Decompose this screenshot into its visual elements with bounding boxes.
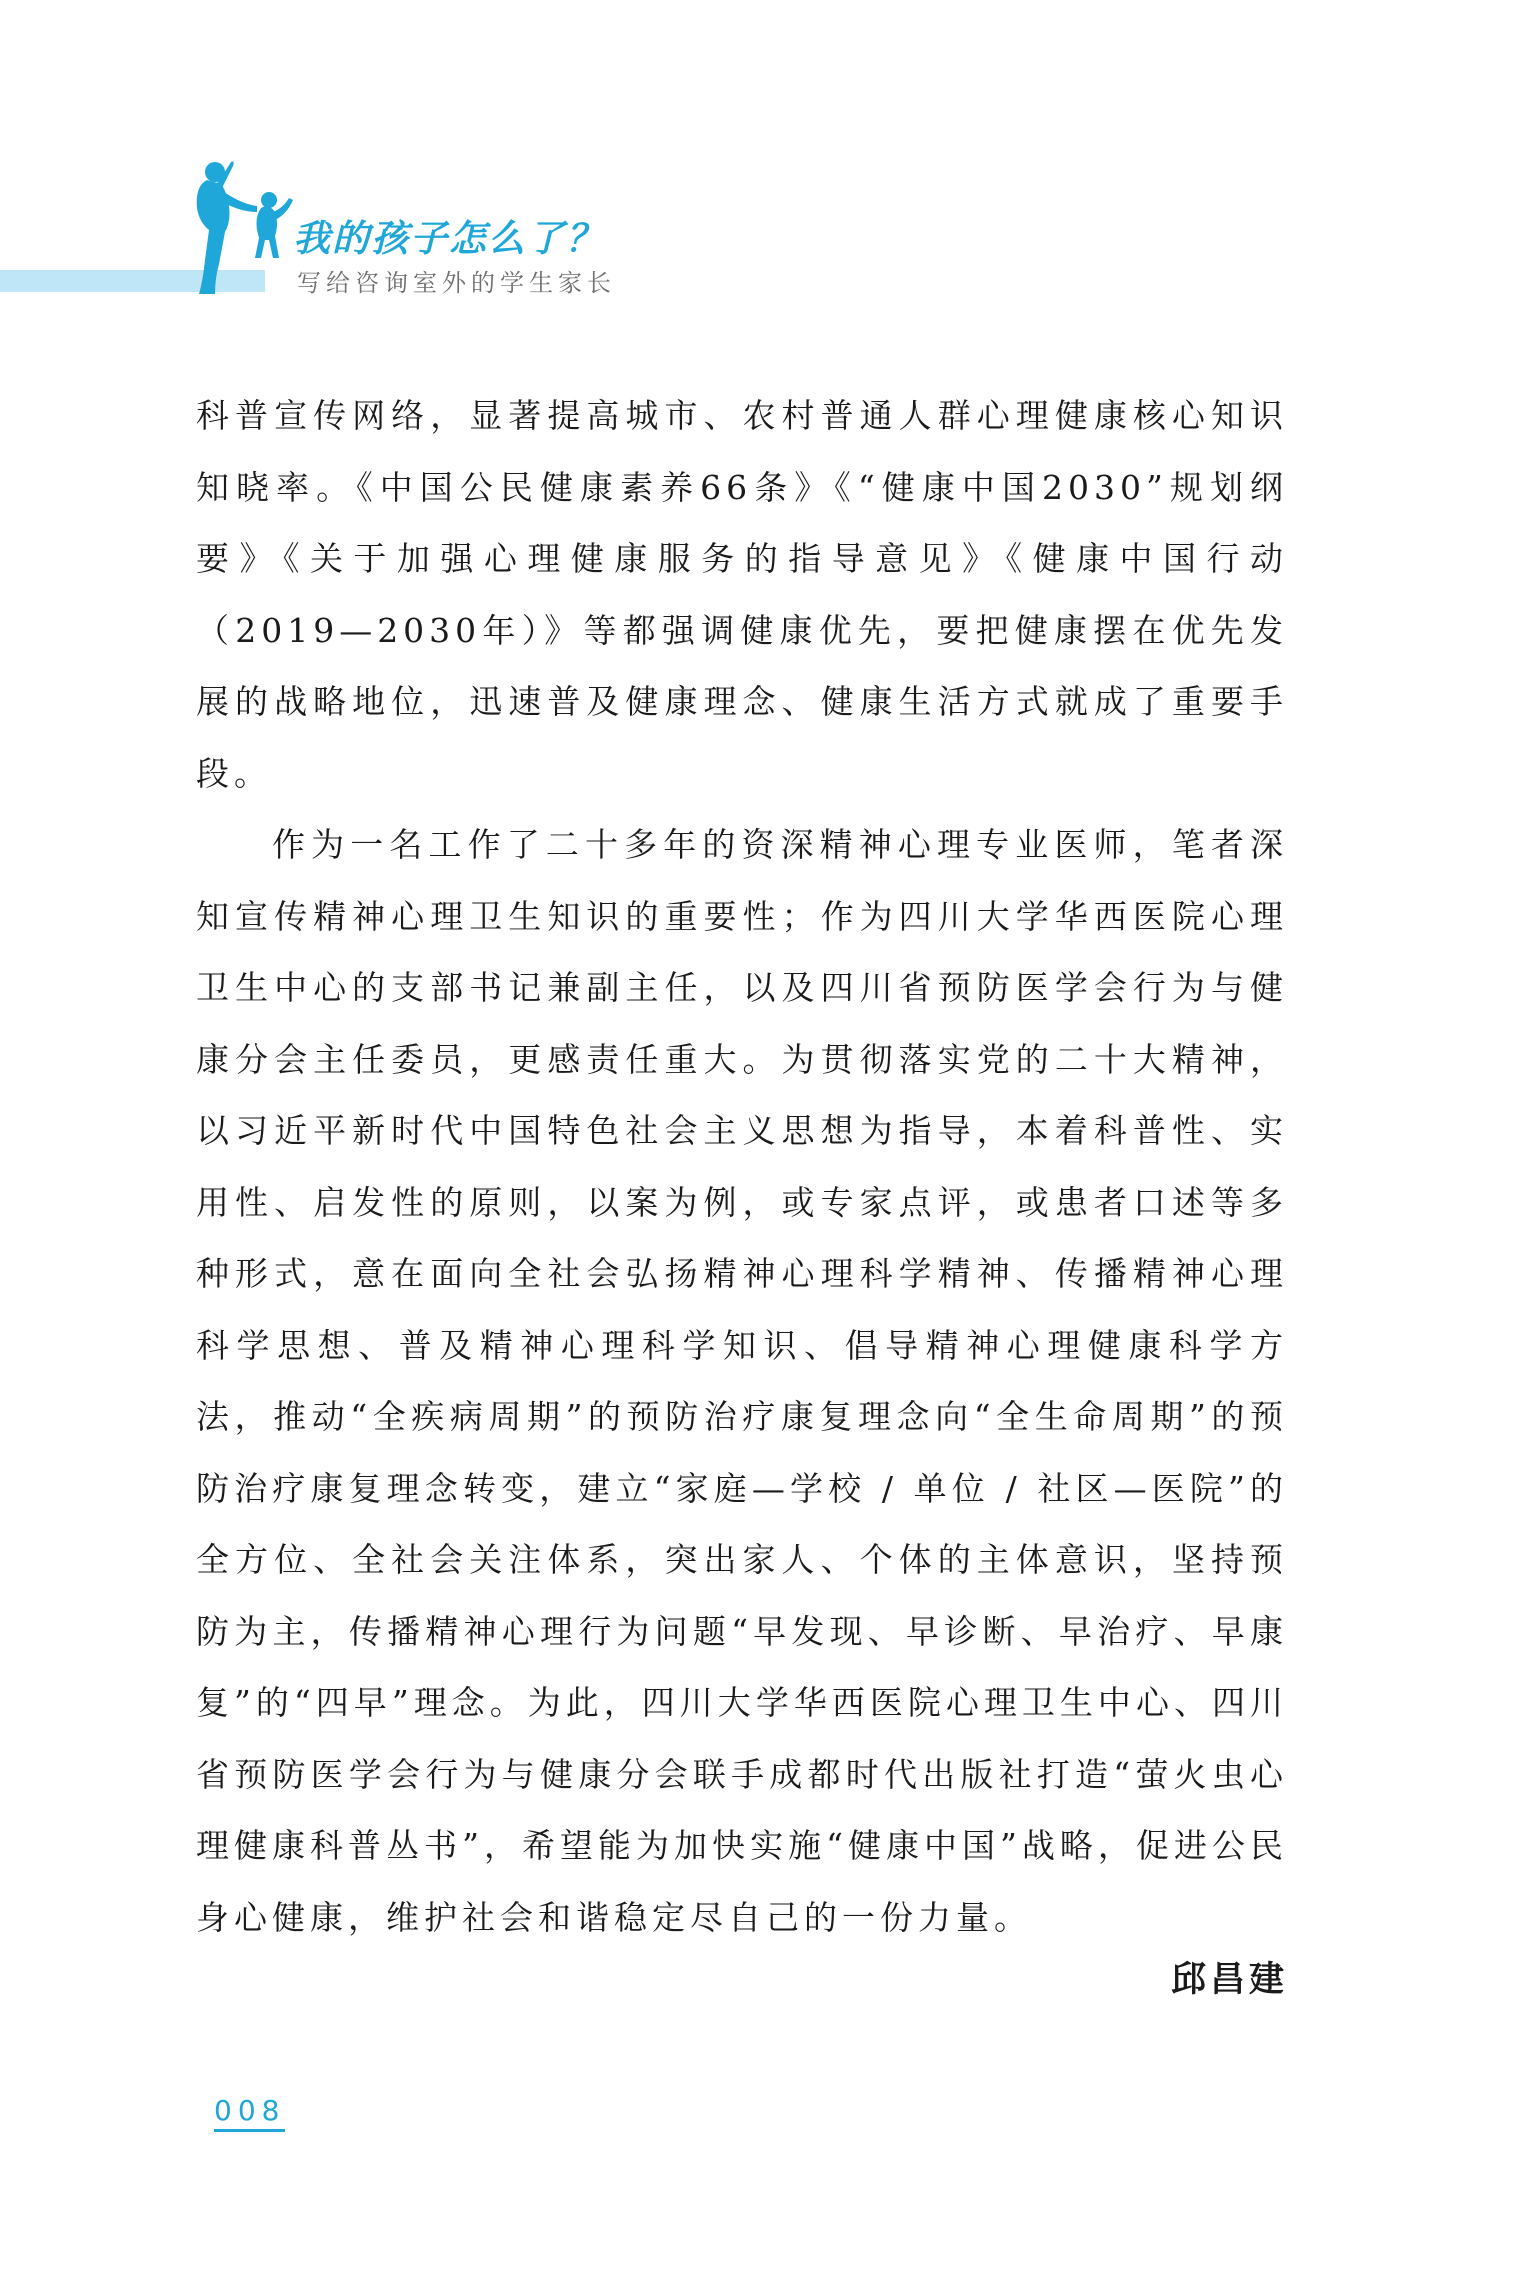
mother-child-silhouette-icon (185, 160, 295, 295)
book-title: 我的孩子怎么了？ (293, 217, 605, 260)
page-number: 008 (214, 2094, 285, 2132)
paragraph: 作为一名工作了二十多年的资深精神心理专业医师，笔者深知宣传精神心理卫生知识的重要性；作为四川大学华西医院心理卫生中心的支部书记兼副主任，以及四川省预防医学会行为与健康分会主任委员，更感责任重大。为贯彻落实党的二十大精神，以习近平新时代中国特色社会主义思想为指导，本着科普性、实用性、启发性的原则，以案为例，或专家点评，或患者口述等多种形式，意在面向全社会弘扬精神心理科学精神、传播精神心理科学思想、普及精神心理科学知识、倡导精神心理健康科学方法，推动“全疾病周期”的预防治疗康复理念向“全生命周期”的预防治疗康复理念转变，建立“家庭—学校 / 单位 / 社区—医院”的全方位、全社会关注体系，突出家人、个体的主体意识，坚持预防为主，传播精神心理行为问题“早发现、早诊断、早治疗、早康复”的“四早”理念。为此，四川大学华西医院心理卫生中心、四川省预防医学会行为与健康分会联手成都时代出版社打造“萤火虫心理健康科普丛书”，希望能为加快实施“健康中国”战略，促进公民身心健康，维护社会和谐稳定尽自己的一份力量。 (196, 825, 1288, 1937)
book-subtitle: 写给咨询室外的学生家长 (297, 269, 616, 297)
paragraph-continued: 科普宣传网络，显著提高城市、农村普通人群心理健康核心知识知晓率。《中国公民健康素养66条》《“健康中国2030”规划纲要》《关于加强心理健康服务的指导意见》《健康中国行动（2019—2030年）》等都强调健康优先，要把健康摆在优先发展的战略地位，迅速普及健康理念、健康生活方式就成了重要手段。 (196, 396, 1288, 793)
author-signature: 邱昌建 (1170, 1959, 1288, 2000)
running-header (0, 150, 1536, 310)
body-text (196, 380, 1288, 1953)
